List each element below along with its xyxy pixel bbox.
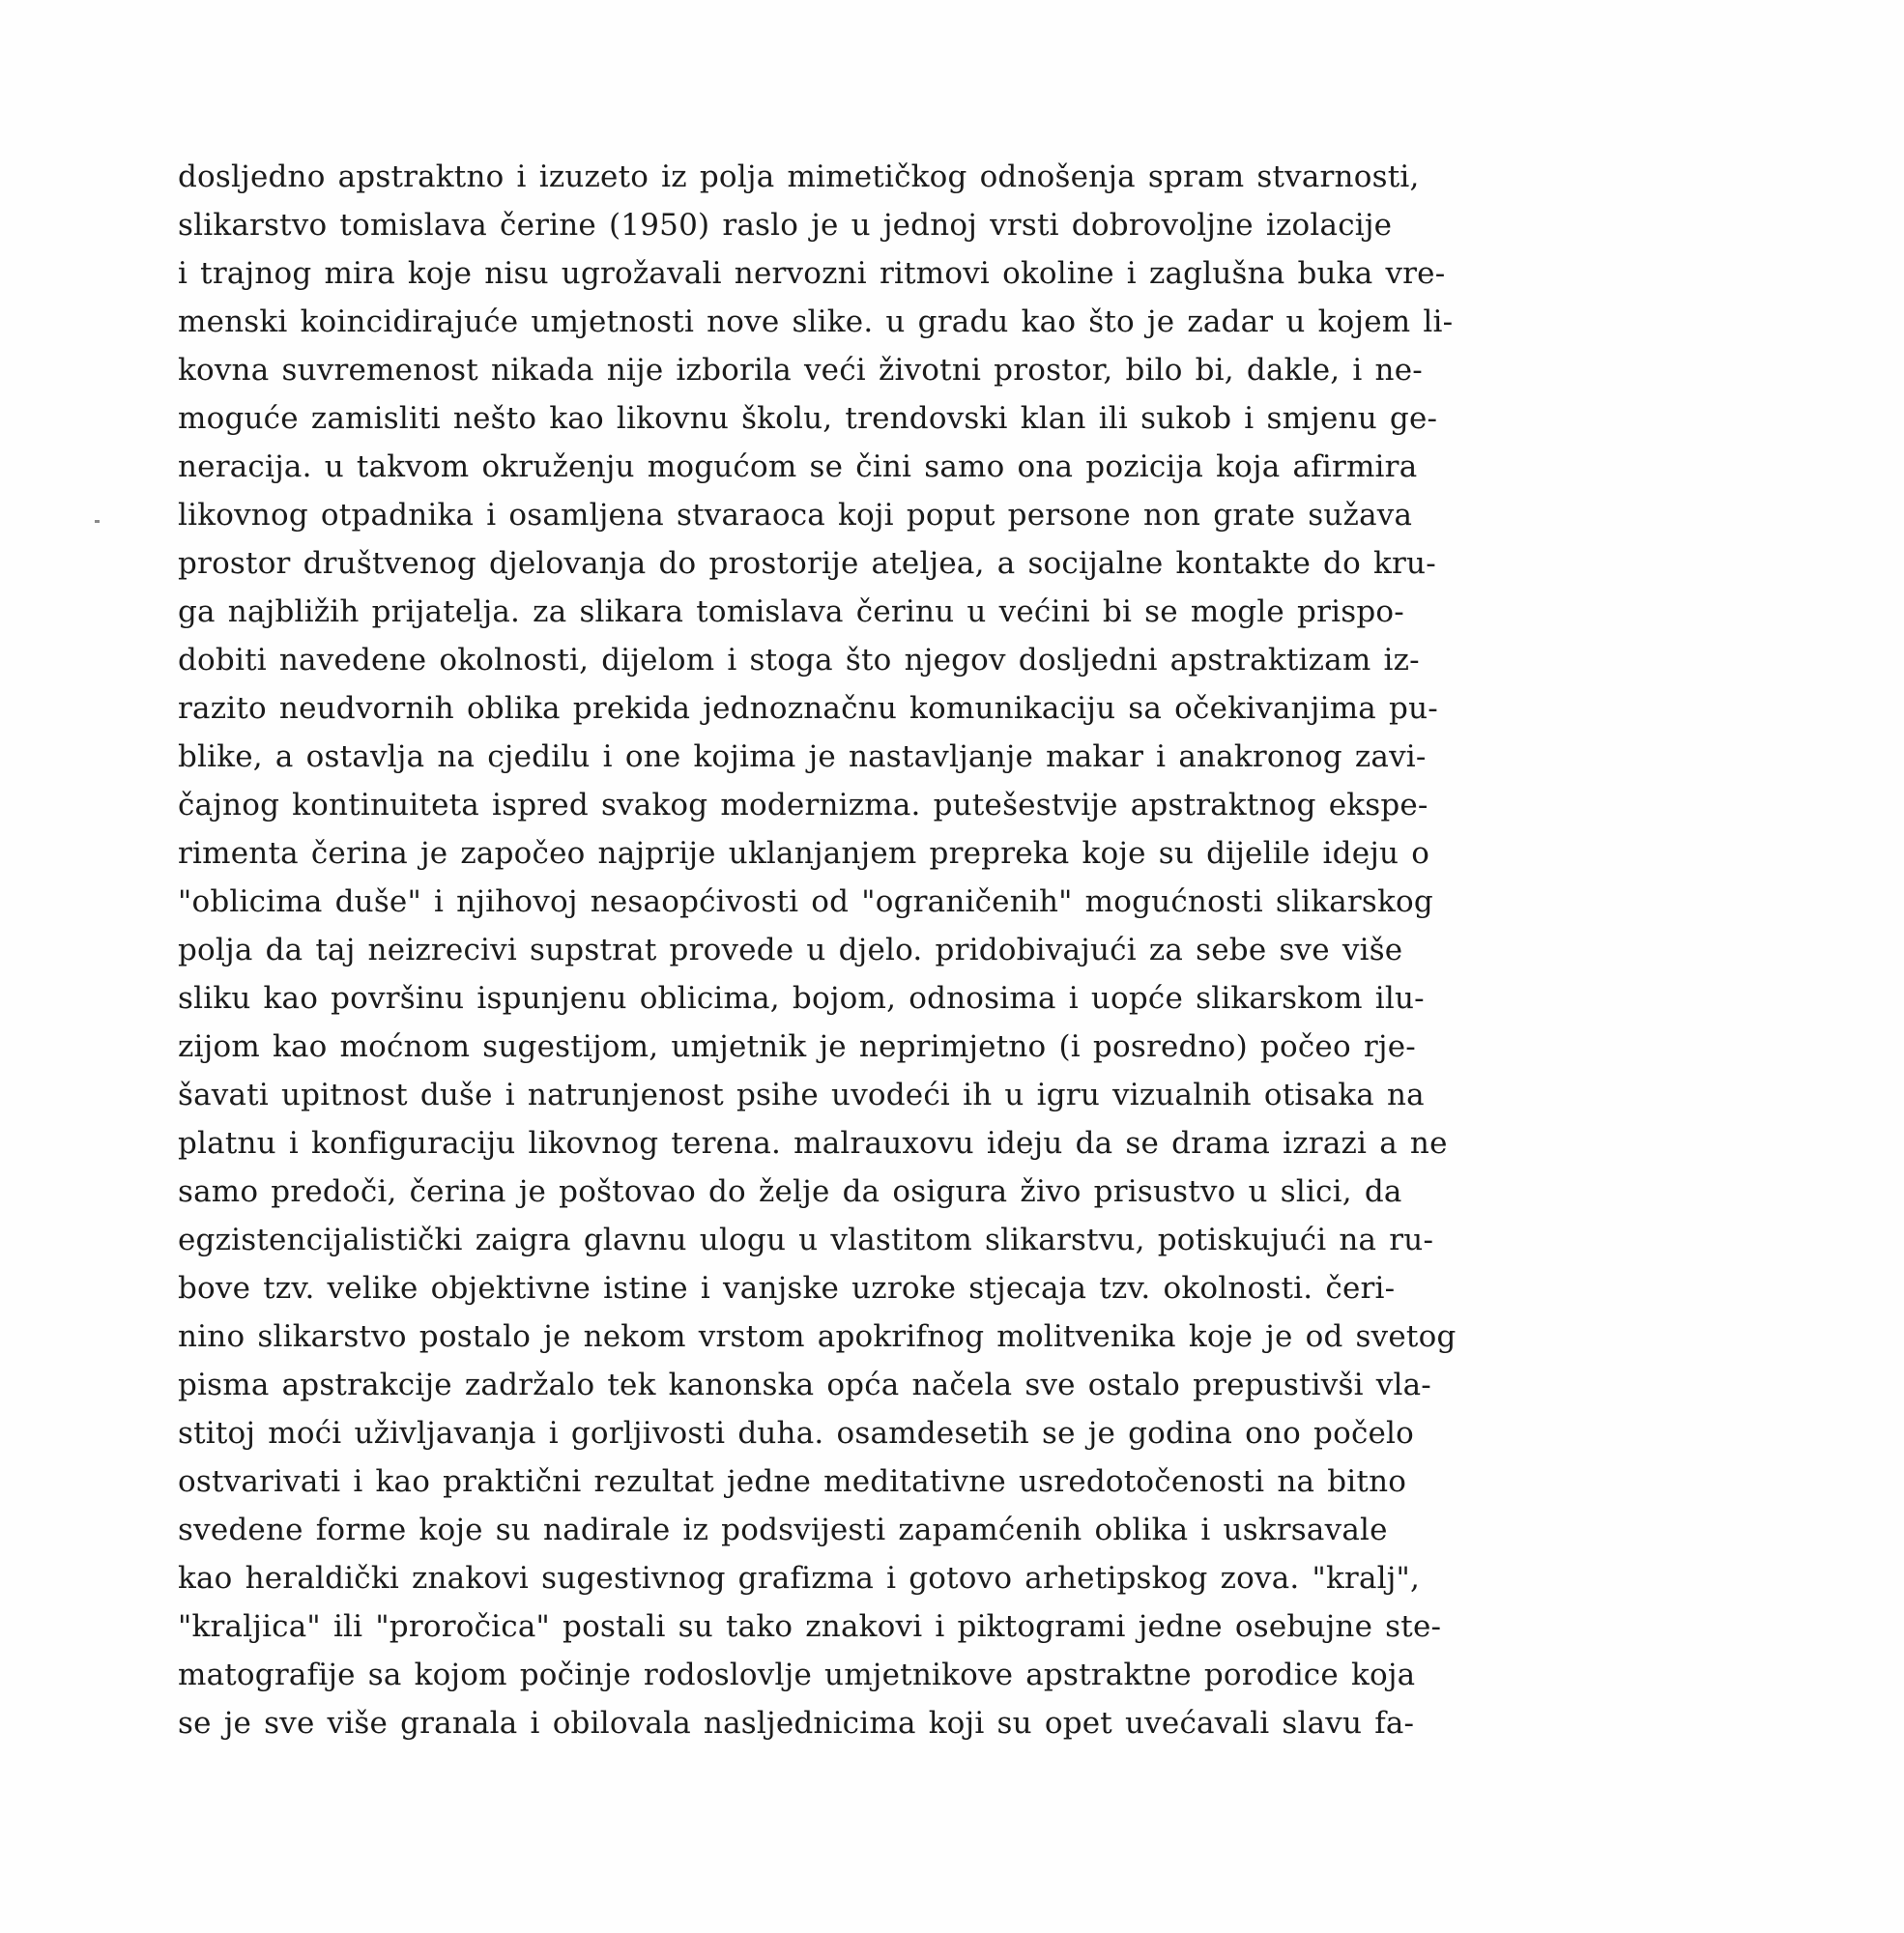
text-line: blike, a ostavlja na cjedilu i one kojima je nastavljanje makar i anakronog zavi-	[178, 739, 1427, 774]
text-line: svedene forme koje su nadirale iz podsvijesti zapamćenih oblika i uskrsavale	[178, 1513, 1388, 1547]
text-line: likovnog otpadnika i osamljena stvaraoca koji poput persone non grate sužava	[178, 498, 1413, 533]
text-line: ostvarivati i kao praktični rezultat jedne meditativne usredotočenosti na bitno	[178, 1464, 1407, 1499]
text-line: šavati upitnost duše i natrunjenost psihe uvodeći ih u igru vizualnih otisaka na	[178, 1078, 1425, 1112]
body-text	[178, 153, 1840, 1747]
text-line: se je sve više granala i obilovala nasljednicima koji su opet uvećavali slavu fa-	[178, 1706, 1415, 1741]
text-line: slikarstvo tomislava čerine (1950) raslo je u jednoj vrsti dobrovoljne izolacije	[178, 208, 1393, 243]
text-line: kovna suvremenost nikada nije izborila veći životni prostor, bilo bi, dakle, i ne-	[178, 353, 1423, 388]
text-line: moguće zamisliti nešto kao likovnu školu, trendovski klan ili sukob i smjenu ge-	[178, 401, 1438, 436]
text-line: i trajnog mira koje nisu ugrožavali nervozni ritmovi okoline i zaglušna buka vre-	[178, 256, 1446, 291]
text-line: menski koincidirajuće umjetnosti nove slike. u gradu kao što je zadar u kojem li-	[178, 304, 1454, 339]
text-line: razito neudvornih oblika prekida jednoznačnu komunikaciju sa očekivanjima pu-	[178, 691, 1438, 726]
text-line: nino slikarstvo postalo je nekom vrstom apokrifnog molitvenika koje je od svetog	[178, 1319, 1457, 1354]
text-line: sliku kao površinu ispunjenu oblicima, bojom, odnosima i uopće slikarskom ilu-	[178, 981, 1425, 1016]
text-line: "kraljica" ili "proročica" postali su tako znakovi i piktogrami jedne osebujne ste-	[178, 1609, 1442, 1644]
text-line: prostor društvenog djelovanja do prostorije ateljea, a socijalne kontakte do kru-	[178, 546, 1436, 581]
text-line: dobiti navedene okolnosti, dijelom i stoga što njegov dosljedni apstraktizam iz-	[178, 643, 1420, 678]
text-line: čajnog kontinuiteta ispred svakog modernizma. putešestvije apstraktnog ekspe-	[178, 788, 1428, 822]
text-line: kao heraldički znakovi sugestivnog grafizma i gotovo arhetipskog zova. "kralj",	[178, 1561, 1421, 1596]
text-line: "oblicima duše" i njihovoj nesaopćivosti od "ograničenih" mogućnosti slikarskog	[178, 884, 1433, 919]
text-line: platnu i konfiguraciju likovnog terena. malrauxovu ideju da se drama izrazi a ne	[178, 1126, 1448, 1161]
text-line: rimenta čerina je započeo najprije uklanjanjem prepreka koje su dijelile ideju o	[178, 836, 1430, 871]
text-line: zijom kao moćnom sugestijom, umjetnik je neprimjetno (i posredno) počeo rje-	[178, 1029, 1416, 1064]
text-line: dosljedno apstraktno i izuzeto iz polja mimetičkog odnošenja spram stvarnosti,	[178, 159, 1420, 194]
text-line: egzistencijalistički zaigra glavnu ulogu u vlastitom slikarstvu, potiskujući na ru-	[178, 1223, 1434, 1257]
text-line: stitoj moći uživljavanja i gorljivosti duha. osamdesetih se je godina ono počelo	[178, 1416, 1415, 1451]
text-line: neracija. u takvom okruženju mogućom se čini samo ona pozicija koja afirmira	[178, 449, 1418, 484]
text-line: ga najbližih prijatelja. za slikara tomislava čerinu u većini bi se mogle prispo-	[178, 594, 1404, 629]
text-line: bove tzv. velike objektivne istine i vanjske uzroke stjecaja tzv. okolnosti. čeri-	[178, 1271, 1396, 1306]
text-line: matografije sa kojom počinje rodoslovlje umjetnikove apstraktne porodice koja	[178, 1658, 1416, 1692]
margin-mark	[95, 520, 100, 523]
text-line: pisma apstrakcije zadržalo tek kanonska opća načela sve ostalo prepustivši vla-	[178, 1368, 1431, 1402]
text-line: samo predoči, čerina je poštovao do želje da osigura živo prisustvo u slici, da	[178, 1174, 1402, 1209]
text-line: polja da taj neizrecivi supstrat provede u djelo. pridobivajući za sebe sve više	[178, 933, 1403, 967]
